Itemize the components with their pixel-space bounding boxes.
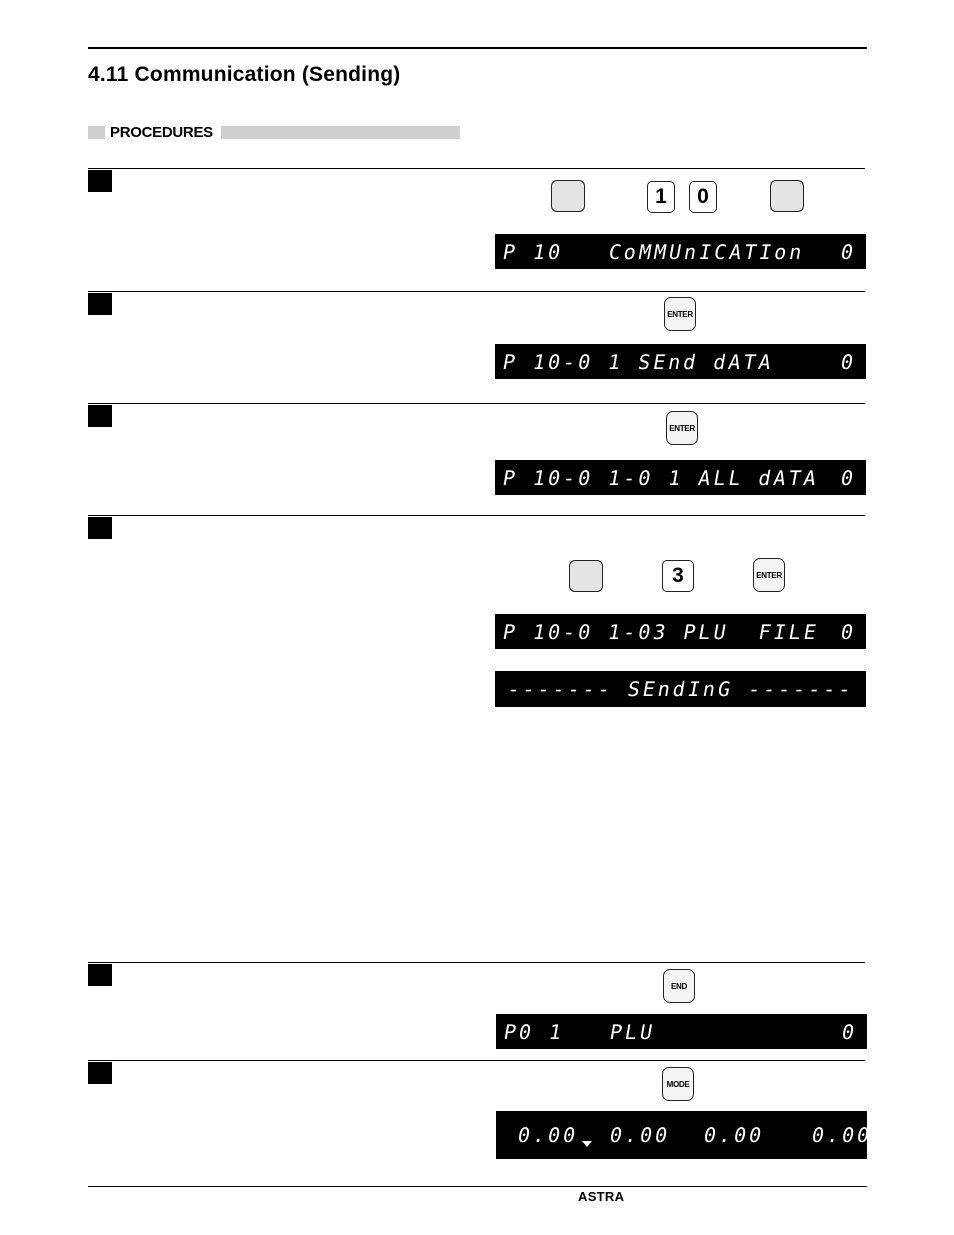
- lcd-value: 0: [838, 349, 859, 374]
- lcd-value: 0: [839, 1019, 860, 1044]
- footer-brand: ASTRA: [578, 1189, 625, 1204]
- procedures-marker: [88, 126, 105, 139]
- mode-key[interactable]: MODE: [662, 1067, 694, 1101]
- footer-rule: [88, 1186, 867, 1187]
- lcd-program-code: P 10: [500, 239, 566, 264]
- lcd-program-name: CoMMUnICATIon: [606, 239, 807, 264]
- lcd-program-code: P 10-0 1-03 PLU FILE: [500, 619, 821, 644]
- step-2-marker: [88, 293, 112, 315]
- lcd-value: 0: [838, 239, 859, 264]
- step-3-divider: [88, 403, 865, 404]
- lcd-value: 0: [838, 465, 859, 490]
- section-title: 4.11 Communication (Sending): [88, 63, 401, 86]
- lcd-program-code: P0 1: [501, 1019, 567, 1044]
- header-rule: [88, 47, 867, 49]
- step-1-marker: [88, 170, 112, 192]
- blank-key-right[interactable]: [770, 180, 804, 212]
- enter-key[interactable]: ENTER: [753, 558, 785, 592]
- lcd-tare-value: 0.00: [809, 1123, 875, 1147]
- lcd-display-step-1: [495, 234, 866, 269]
- lcd-program-code: P 10-0 1 SEnd dATA: [500, 349, 776, 374]
- step-4-divider: [88, 515, 865, 516]
- enter-key[interactable]: ENTER: [664, 297, 696, 331]
- digit-3-key[interactable]: 3: [662, 560, 694, 592]
- lcd-sending-status: ------- SEndInG -------: [505, 677, 856, 701]
- lcd-value: 0: [838, 619, 859, 644]
- lcd-total-price-value: 0.00: [701, 1123, 767, 1147]
- lcd-program-code: P 10-0 1-0 1 ALL dATA: [500, 465, 821, 490]
- procedures-heading: [88, 125, 468, 141]
- blank-key[interactable]: [569, 560, 603, 592]
- lcd-display-step-5: [496, 1014, 867, 1049]
- step-1-divider: [88, 168, 865, 169]
- step-2-divider: [88, 291, 865, 292]
- lcd-display-step-4-sending: [495, 671, 866, 707]
- digit-0-key[interactable]: 0: [689, 181, 717, 213]
- blank-key-left[interactable]: [551, 180, 585, 212]
- lcd-display-step-4-file: [495, 614, 866, 649]
- lcd-unit-price-value: 0.00: [607, 1123, 673, 1147]
- digit-1-key[interactable]: 1: [647, 181, 675, 213]
- stable-indicator-icon: [582, 1141, 592, 1147]
- step-6-marker: [88, 1062, 112, 1084]
- lcd-display-step-2: [495, 344, 866, 379]
- end-key[interactable]: END: [663, 969, 695, 1003]
- lcd-program-name: PLU: [607, 1019, 658, 1044]
- step-4-marker: [88, 517, 112, 539]
- procedures-label: PROCEDURES: [110, 124, 213, 141]
- procedures-bar: [221, 126, 460, 139]
- step-5-divider: [88, 962, 865, 963]
- lcd-display-step-3: [495, 460, 866, 495]
- enter-key[interactable]: ENTER: [666, 411, 698, 445]
- step-5-marker: [88, 964, 112, 986]
- step-6-divider: [88, 1060, 865, 1061]
- lcd-weight-value: 0.00: [515, 1123, 581, 1147]
- step-3-marker: [88, 405, 112, 427]
- lcd-display-step-6: [496, 1111, 875, 1159]
